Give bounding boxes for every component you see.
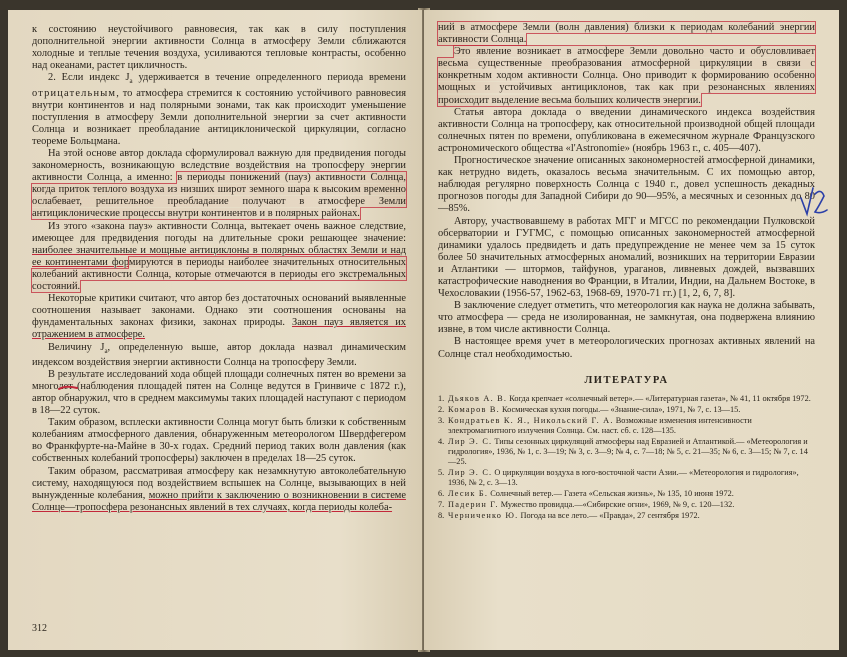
pen-checkmark [797, 180, 831, 222]
right-paragraph-1 [438, 22, 815, 46]
left-paragraph-1: к состоянию неустойчивого равновесия, так как в силу поступления дополнительной энергии активности Солнца в атмосферу Земли сближаются холодные и теплые течения воздуха, усиливаются тепловые контрасты, особенно над океанами, растет цикличность. [32, 24, 406, 72]
left-paragraph-5: Некоторые критики считают, что автор без достаточных оснований выявленные соотношения называет законами. Однако эти соотношения основаны на фундаментальных законах физики, законах природы. Закон пауз является их отражением в атмосфере. [32, 293, 406, 341]
reference-item: 8. Черниченко Ю. Погода на все лето.— «Правда», 27 сентября 1972. [438, 510, 700, 520]
reference-item: 4. Лир Э. С. Типы сезонных циркуляций атмосферы над Евразией и Атлантикой.— «Метеорология и гидрология», 1936, № 1, с. 3—19; № 3, с. 3—9; № 4, с. 7—18; № 5, с. 21—35; № 6, с. 3—15; № 7, с. 14—25. [438, 436, 808, 466]
left-paragraph-8: Таким образом, всплески активности Солнца могут быть близки к собственным колебаниям атмосферного давления, обнаруженным метеорологом Швердфегером во Франкфурте-на-Майне в 30-х годах. Средний период таких волн давления (как собственных колебаний тропосферы) заключен в пределах 18—25 суток. [32, 417, 406, 465]
underlined-law-statement: Закон пауз является их отражением в атмосфере. [32, 317, 406, 341]
left-paragraph-7: В результате исследований хода общей площади солнечных пятен во времени за многолет (наблюдения площадей пятен на Солнце ведутся в Гринвиче с 1872 г.), автор обнаружил, что в среднем максимумы таких площадей наступают с периодом в 18—22 суток. [32, 368, 406, 417]
reference-item: 3. Кондратьев К. Я., Никольский Г. А. Возможные изменения интенсивности электромагнитного излучения Солнца. См. наст. сб. с. 128—135. [438, 415, 752, 435]
left-paragraph-4: Из этого «закона пауз» активности Солнца, вытекает очень важное следствие, имеющее для предвидения погоды на длительные сроки решающее значение: наиболее значительные и мощные антициклоны в полярных областях Земли и над ее континентами формируются в периоды наиболее значительных относительных колебаний активности Солнца, которые отмечаются в периоды его экстремальных состояний. [32, 220, 406, 293]
reference-item: 1. Дьяков А. В. Когда крепчает «солнечный ветер».— «Литературная газета», № 41, 11 октября 1972. [438, 393, 811, 403]
right-paragraph-4: Прогностическое значение описанных закономерностей атмосферной динамики, как нетрудно видеть, оказалось весьма значительным. С их помощью автор, наблюдая регулярно поверхность Солнца с 1940 г., довел успешность декадных прогнозов погоды для Западной Сибири до 90—95%, а месячных и сезонных до 80—85%. [438, 155, 815, 215]
highlighted-law-of-pauses: в периоды понижений (пауз) активности Солнца, когда приток теплого воздуха из низших широт земного шара к высоким временно ослабевает, решительное преобладание получают в атмосфере Земли антициклонические процессы внутри континентов и в полярных районах. [32, 172, 407, 220]
highlighted-anticyclone-formation: Это явление возникает в атмосфере Земли довольно часто и обусловливает весьма существенные преобразования атмосферной циркуляции в связи с конкретным ходом активности Солнца. Оно приводит к формированию особенно мощных и устойчивых антициклонов, так как при резонансных явлениях происходит выделение весьма больших количеств энергии. [438, 46, 815, 106]
right-page [424, 10, 839, 650]
right-paragraph-5: Автору, участвовавшему в работах МГГ и МГСС по рекомендации Пулковской обсерватории и ГУГМС, с помощью описанных закономерностей атмосферной динамики удалось предвидеть и дать предупреждение не менее чем за 15 суток более 50 значительных атмосферных аномалий, возникших на территории Евразии и Атлантики — штормов, тайфунов, ураганов, ливневых дождей, вызвавших катастрофические наводнения во Франции, в Италии, Индии, на Дальнем Востоке, в Чехословакии (1956-57, 1962-63, 1968-69, 1970-71 гг.) [1, 2, 6, 7, 8]. [438, 215, 815, 300]
reference-list [438, 394, 815, 521]
left-paragraph-2: 2. Если индекс $J_a$ удерживается в течение определенного периода времени отрицательным, то атмосфера стремится к состоянию устойчивого равновесия внутри континентов и над полярными зонами, так как происходит уменьшение поступления в атмосферу Земли дополнительной энергии за счет активности Солнца и возникает преобладание антициклонической циркуляции, согласно теореме Больцмана. [32, 72, 406, 147]
page-number: 312 [32, 623, 47, 634]
left-paragraph-6: Величину $J_a$, определенную выше, автор доклада назвал динамическим индексом воздействия энергии активности Солнца на тропосферу Земли. [32, 341, 406, 368]
underlined-consequence: наиболее значительные и мощные антициклоны в полярных областях Земли и над ее континентами фор [32, 244, 406, 268]
pen-dash-mark [58, 384, 78, 392]
highlighted-consequence: мируются в периоды наиболее значительных относительных колебаний активности Солнца, которые отмечаются в периоды его экстремальных состояний. [32, 256, 406, 293]
literature-heading: ЛИТЕРАТУРА [584, 374, 669, 386]
right-paragraph-3: Статья автора доклада о введении динамического индекса воздействия активности Солнца на тропосферу, как относительной производной общей площади солнечных пятен по времени, опубликована в ежемесячном журнале Французского астрономического общества «l'Astronomie» (ноябрь 1963 г., с. 405—407). [438, 106, 815, 154]
reference-item: 5. Лир Э. С. О циркуляции воздуха в юго-восточной части Азии.— «Метеорология и гидрология», 1936, № 2, с. 3—13. [438, 467, 799, 487]
right-paragraph-2 [438, 46, 815, 106]
highlighted-resonance-continuation: ний в атмосфере Земли (волн давления) близки к периодам колебаний энергии активности Солнца. [438, 22, 815, 46]
left-paragraph-3: На этой основе автор доклада сформулировал важную для предвидения погоды закономерность, возникающую вследствие воздействия на тропосферу энергии активности Солнца, а именно: в периоды понижений (пауз) активности Солнца, когда приток теплого воздуха из низших широт земного шара к высоким временно ослабевает, решительное преобладание получают в атмосфере Земли антициклонические процессы внутри континентов и в полярных районах. [32, 148, 407, 220]
left-paragraph-9: Таким образом, рассматривая атмосферу как незамкнутую автоколебательную систему, находящуюся под воздействием вспышек на Солнце, вызывающих в ней вынужденные колебания, можно прийти к заключению о возникновении в системе Солнце—тропосфера резонансных явлений в тех случаях, когда периоды колеба- [32, 465, 406, 513]
right-paragraph-6: В заключение следует отметить, что метеорология как наука не должна забывать, что атмосфера — среда не изолированная, не замкнутая, она подвержена влиянию извне, в том числе активности Солнца. [438, 300, 815, 336]
reference-item: 2. Комаров В. Космическая кухня погоды.— «Знание-сила», 1971, № 7, с. 13—15. [438, 404, 741, 414]
underlined-resonance-conclusion: можно прийти к заключению о возникновении в системе Солнце—тропосфера резонансных явлений в тех случаях, когда периоды колеба- [32, 489, 406, 513]
right-paragraph-7: В настоящее время учет в метеорологических прогнозах активных явлений на Солнце стал необходимостью. [438, 336, 815, 360]
reference-item: 6. Лесик Б. Солнечный ветер.— Газета «Сельская жизнь», № 135, 10 июня 1972. [438, 488, 734, 498]
left-page [8, 10, 422, 650]
reference-item: 7. Падерин Г. Мужество провидца.—«Сибирские огни», 1969, № 9, с. 120—132. [438, 499, 735, 509]
